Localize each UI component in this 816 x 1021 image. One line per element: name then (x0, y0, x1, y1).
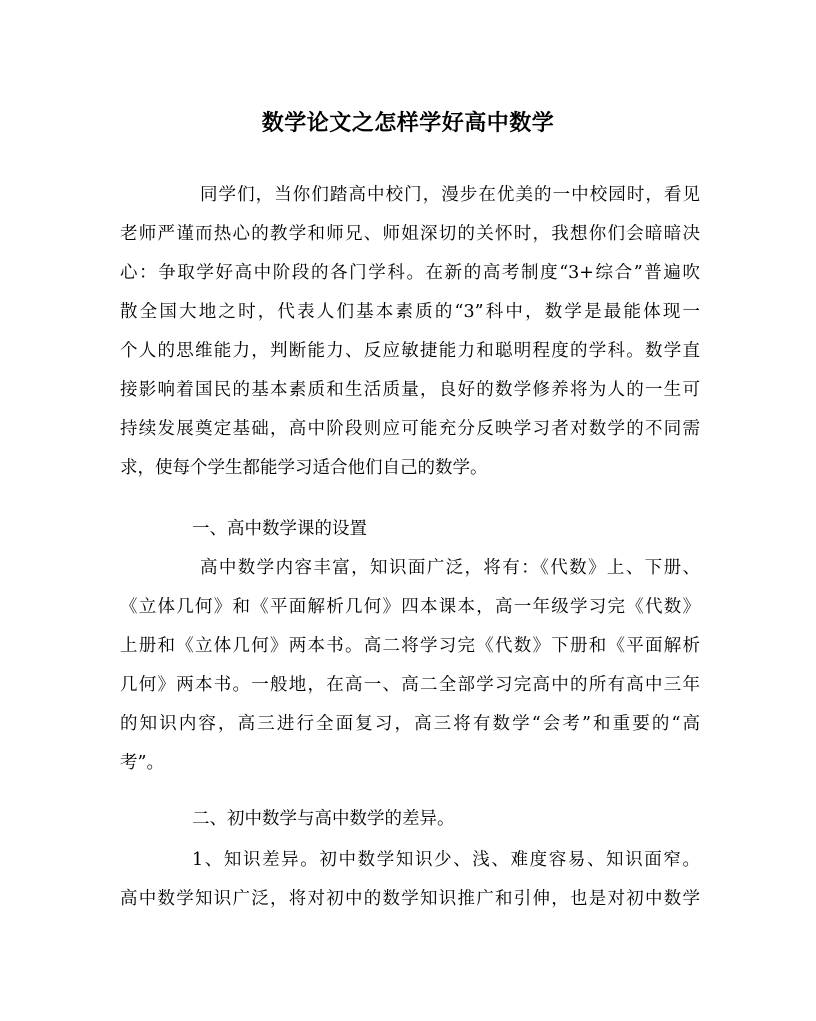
section-heading: 一、高中数学课的设置 (192, 519, 367, 539)
paragraph-line: 上册和《立体几何》两本书。高二将学习完《代数》下册和《平面解析 (120, 636, 700, 656)
paragraph-line: 高中数学知识广泛，将对初中的数学知识推广和引伸，也是对初中数学 (120, 889, 700, 909)
document-title: 数学论文之怎样学好高中数学 (261, 110, 555, 136)
paragraph-line: 1、知识差异。初中数学知识少、浅、难度容易、知识面窄。 (192, 850, 700, 870)
paragraph-line: 老师严谨而热心的教学和师兄、师姐深切的关怀时，我想你们会暗暗决 (120, 224, 700, 244)
paragraph-line: 几何》两本书。一般地，在高一、高二全部学习完高中的所有高中三年 (120, 675, 700, 695)
paragraph-line: 求，使每个学生都能学习适合他们自己的数学。 (120, 458, 488, 478)
paragraph-line: 考”。 (120, 753, 164, 773)
paragraph-line: 的知识内容，高三进行全面复习，高三将有数学“会考”和重要的“高 (120, 714, 700, 734)
paragraph-line: 心：争取学好高中阶段的各门学科。在新的高考制度“3+综合”普遍吹 (120, 263, 700, 283)
paragraph-line: 高中数学内容丰富，知识面广泛，将有：《代数》上、下册、 (200, 558, 700, 578)
paragraph-line: 个人的思维能力，判断能力、反应敏捷能力和聪明程度的学科。数学直 (120, 341, 700, 361)
paragraph-line: 《立体几何》和《平面解析几何》四本课本，高一年级学习完《代数》 (120, 597, 700, 617)
paragraph-line: 散全国大地之时，代表人们基本素质的“3”科中，数学是最能体现一 (120, 302, 700, 322)
paragraph-line: 持续发展奠定基础，高中阶段则应可能充分反映学习者对数学的不同需 (120, 419, 700, 439)
paragraph-line: 接影响着国民的基本素质和生活质量，良好的数学修养将为人的一生可 (120, 380, 700, 400)
section-heading: 二、初中数学与高中数学的差异。 (192, 809, 455, 829)
paragraph-line: 同学们，当你们踏高中校门，漫步在优美的一中校园时，看见 (200, 185, 700, 205)
